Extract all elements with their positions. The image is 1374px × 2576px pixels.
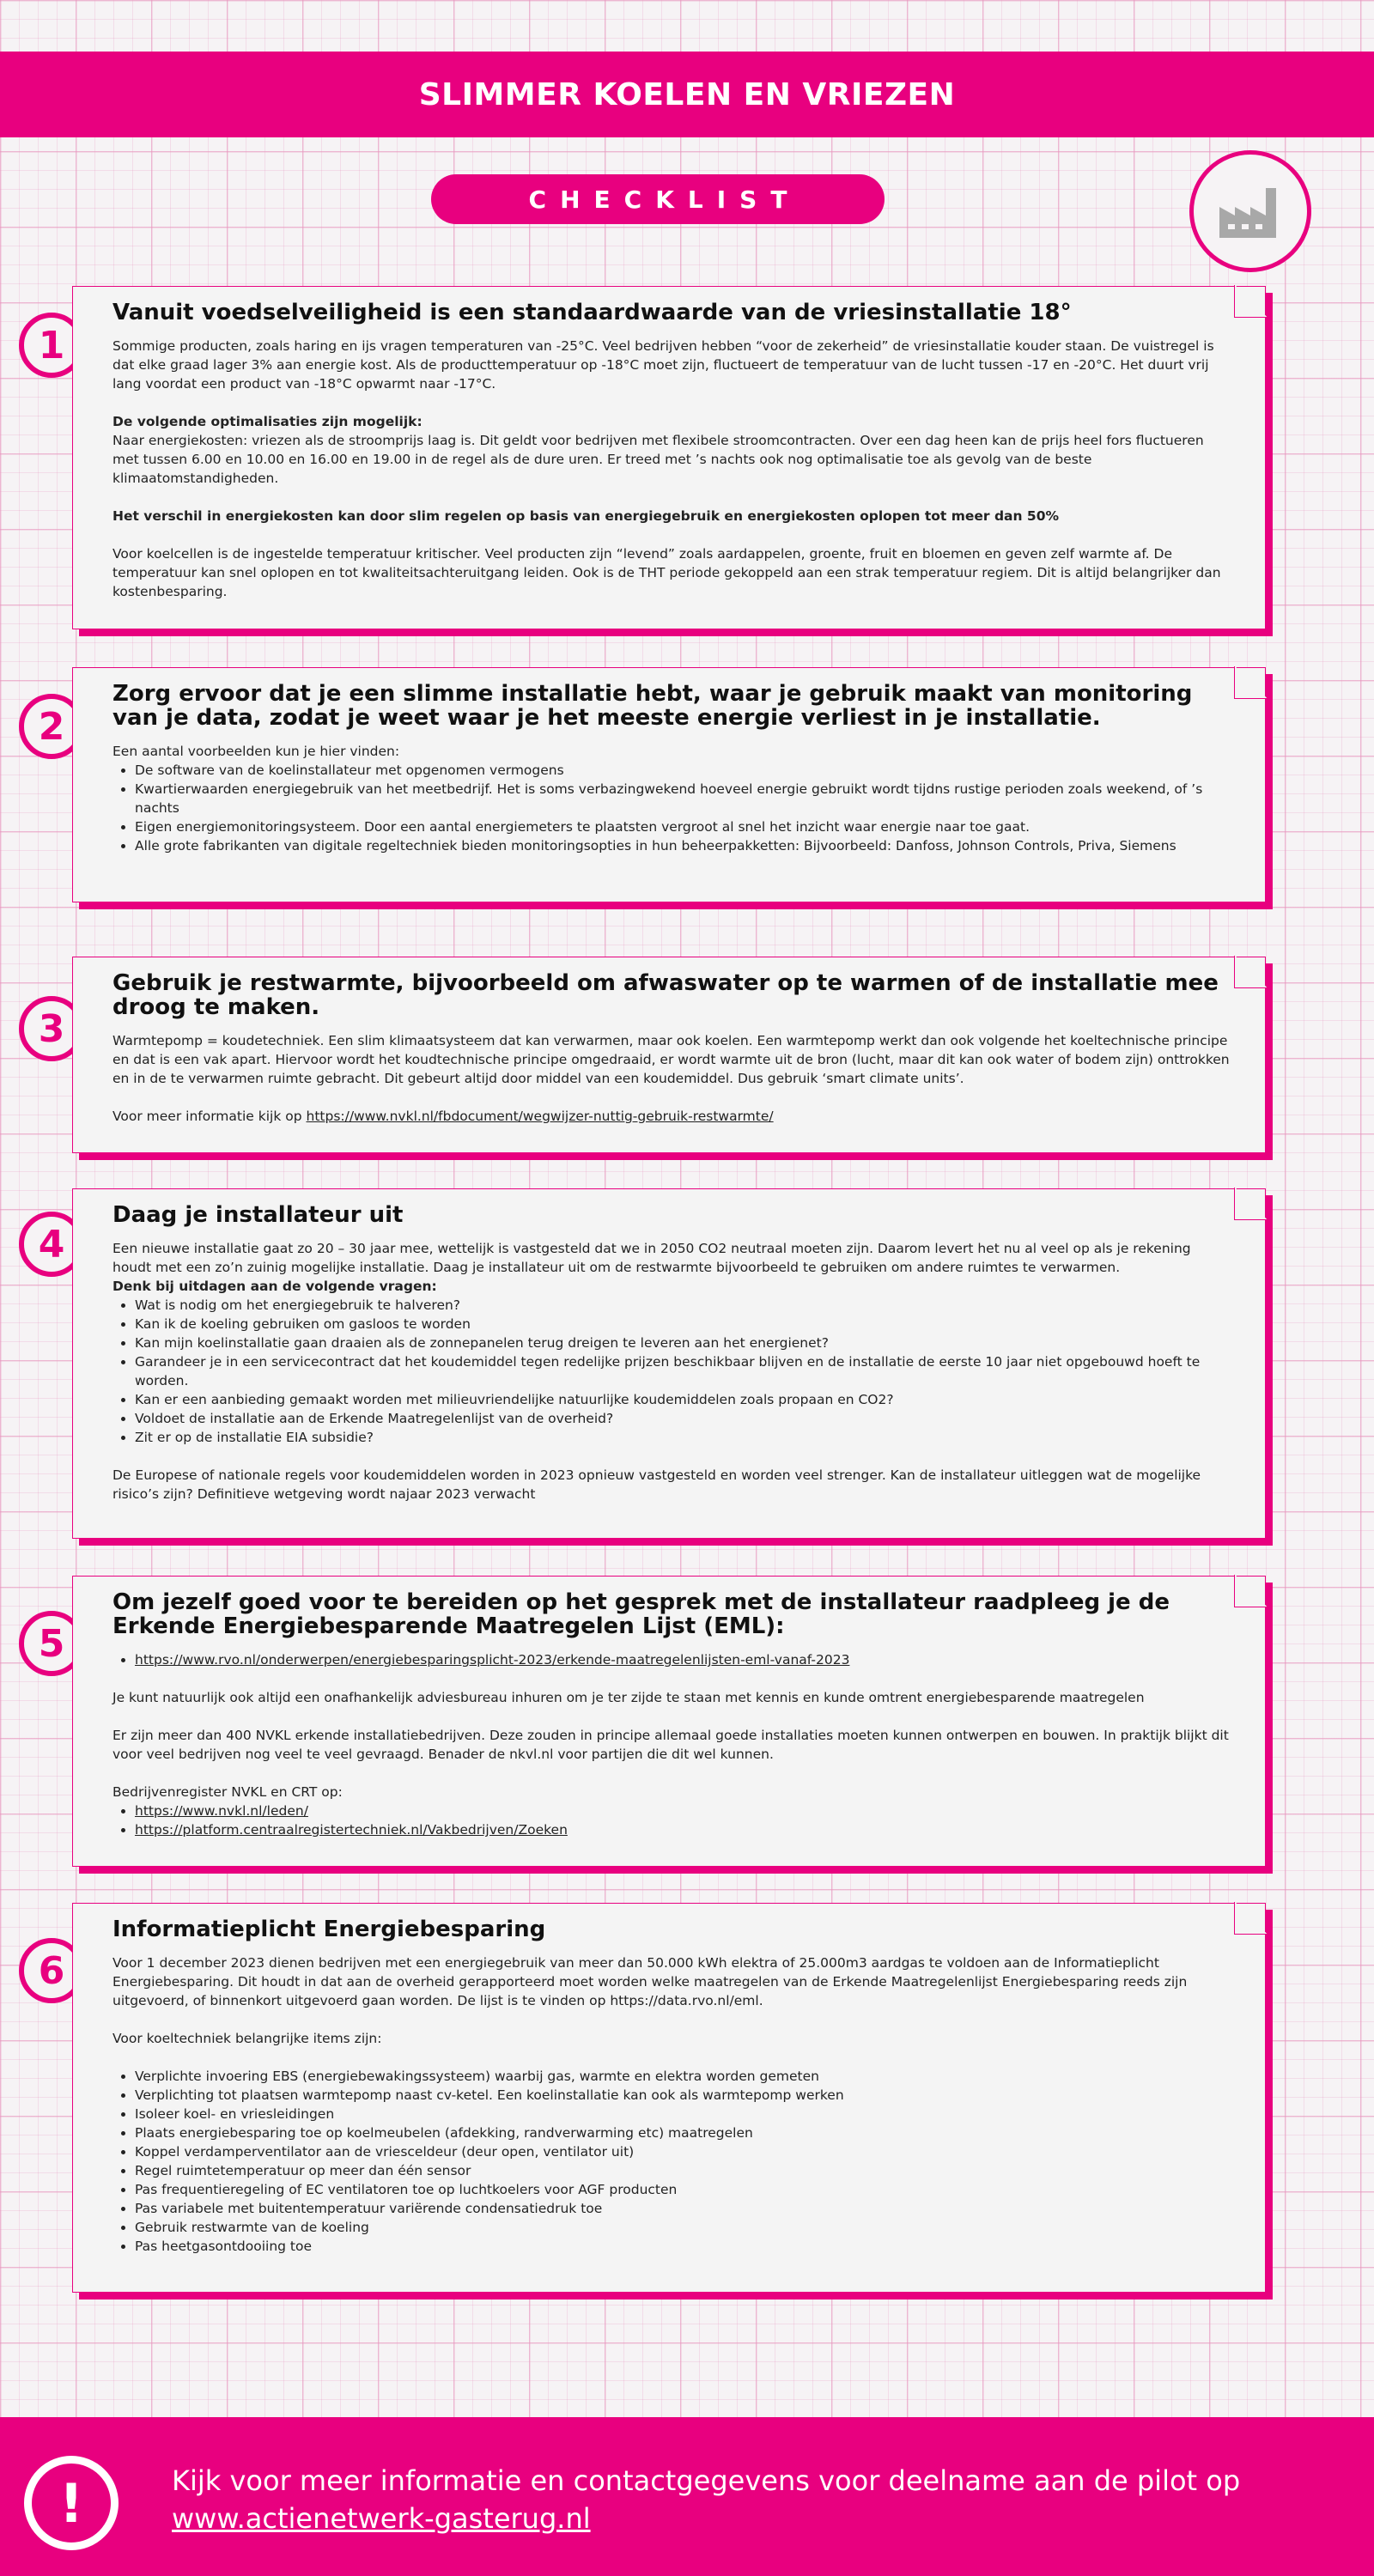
paragraph: Voor 1 december 2023 dienen bedrijven met een energiegebruik van meer dan 50.000 kWh elektra of 25.000m3 aardgas te voldoen aan de Informatieplicht Energiebesparing. Dit houdt in dat aan de overheid gerapporteerd moet worden welke maatregelen van de Erkende Maatregelenlijst Energiebesparing reeds zijn uitgevoerd, of binnenkort uitgevoerd gaan worden. De lijst is te vinden op https://data.rvo.nl/eml.	[112, 1955, 1188, 2008]
section-card-3	[72, 957, 1266, 1153]
page-fold	[1234, 1902, 1267, 1935]
list-item: • Regel ruimtetemperatuur op meer dan één sensor	[135, 2161, 1232, 2180]
checklist-badge: CHECKLIST	[431, 174, 885, 224]
page-title: SLIMMER KOELEN EN VRIEZEN	[418, 76, 956, 112]
step-number-1: 1	[19, 313, 84, 378]
footer-text-block	[172, 2462, 1340, 2537]
paragraph: Naar energiekosten: vriezen als de stroomprijs laag is. Dit geldt voor bedrijven met flexibele stroomcontracten. Over een dag heen kan de prijs heel fors fluctueren met tussen 6.00 en 10.00 en 16.00 en 19.00 in de regel als de dure uren. Er treed met ’s nachts ook nog optimalisatie toe als gevolg van de beste klimaatomstandigheden.	[112, 433, 1204, 486]
list-item: • De software van de koelinstallateur met opgenomen vermogens	[135, 761, 1232, 780]
list-item: • Kwartierwaarden energiegebruik van het meetbedrijf. Het is soms verbazingwekend hoeveel energie gebruikt wordt tijdns rustige perioden zoals weekend, of ’s nachts	[135, 780, 1232, 817]
link-prefix: Voor meer informatie kijk op	[112, 1109, 307, 1124]
page-fold	[1234, 666, 1267, 699]
list-item: • Plaats energiebesparing toe op koelmeubelen (afdekking, randverwarming etc) maatregelen	[135, 2123, 1232, 2142]
paragraph: Voor koeltechniek belangrijke items zijn:	[112, 2031, 382, 2046]
section-card-4	[72, 1188, 1266, 1539]
list-item: • Koppel verdamperventilator aan de vriesceldeur (deur open, ventilator uit)	[135, 2142, 1232, 2161]
list-item: • Garandeer je in een servicecontract dat het koudemiddel tegen redelijke prijzen beschikbaar blijven en de installatie de eerste 10 jaar niet opgebouwd hoeft te worden.	[135, 1352, 1232, 1390]
list-item: • Alle grote fabrikanten van digitale regeltechniek bieden monitoringsopties in hun beheerpakketten: Bijvoorbeeld: Danfoss, Johnson Controls, Priva, Siemens	[135, 836, 1232, 855]
step-number-5: 5	[19, 1611, 84, 1676]
paragraph: De Europese of nationale regels voor koudemiddelen worden in 2023 opnieuw vastgesteld en worden veel strenger. Kan de installateur uitleggen wat de mogelijke risico’s zijn? Definitieve wetgeving wordt najaar 2023 verwacht	[112, 1467, 1201, 1502]
nvkl-leden-link[interactable]: https://www.nvkl.nl/leden/	[135, 1803, 308, 1819]
paragraph: Warmtepomp = koudetechniek. Een slim klimaatsysteem dat kan verwarmen, maar ook koelen. Een warmtepomp werkt dan ook volgende het koeltechnische principe en dat is een vak apart. Hiervoor wordt het koudtechnische principe omgedraaid, er wordt warmte uit de bron (lucht, maar dit kan ook water of bodem zijn) onttrokken en in de te verwarmen ruimte gebracht. Dit gebeurt altijd door middel van een koudemiddel. Dus gebruik ‘smart climate units’.	[112, 1033, 1230, 1086]
restwarmte-link[interactable]: https://www.nvkl.nl/fbdocument/wegwijzer-nuttig-gebruik-restwarmte/	[306, 1109, 774, 1124]
crt-register-link[interactable]: https://platform.centraalregistertechniek.nl/Vakbedrijven/Zoeken	[135, 1822, 568, 1838]
page-fold	[1234, 1575, 1267, 1607]
list-item: • Gebruik restwarmte van de koeling	[135, 2218, 1232, 2237]
section-title: Daag je installateur uit	[112, 1202, 404, 1228]
list-item: • Voldoet de installatie aan de Erkende Maatregelenlijst van de overheid?	[135, 1409, 1232, 1428]
page-fold	[1234, 285, 1267, 318]
subheading: Denk bij uitdagen aan de volgende vragen:	[112, 1279, 437, 1294]
list-item: • Kan ik de koeling gebruiken om gasloos te worden	[135, 1315, 1232, 1334]
section-title: Informatieplicht Energiebesparing	[112, 1917, 546, 1942]
list-item: • Zit er op de installatie EIA subsidie?	[135, 1428, 1232, 1447]
section-card-2	[72, 667, 1266, 902]
factory-icon	[1189, 150, 1311, 272]
subheading: De volgende optimalisaties zijn mogelijk:	[112, 414, 423, 429]
section-title: Gebruik je restwarmte, bijvoorbeeld om afwaswater op te warmen of de installatie mee droog te maken.	[112, 970, 1219, 1020]
paragraph: Je kunt natuurlijk ook altijd een onafhankelijk adviesbureau inhuren om je ter zijde te staan met kennis en kunde omtrent energiebesparende maatregelen	[112, 1690, 1145, 1705]
list-item: • Verplichte invoering EBS (energiebewakingssysteem) waarbij gas, warmte en elektra worden gemeten	[135, 2067, 1232, 2086]
header-bar	[0, 52, 1374, 137]
highlight-paragraph: Het verschil in energiekosten kan door slim regelen op basis van energiegebruik en energiekosten oplopen tot meer dan 50%	[112, 508, 1060, 524]
step-number-4: 4	[19, 1212, 84, 1277]
paragraph: Een nieuwe installatie gaat zo 20 – 30 jaar mee, wettelijk is vastgesteld dat we in 2050 CO2 neutraal moeten zijn. Daarom levert het nu al veel op als je rekening houdt met een zo’n zuinig mogelijke installatie. Daag je installateur uit om de restwarmte bijvoorbeeld te gebruiken om andere ruimtes te verwarmen.	[112, 1241, 1191, 1275]
page-fold	[1234, 1188, 1267, 1220]
footer-link[interactable]: www.actienetwerk-gasterug.nl	[172, 2502, 591, 2535]
footer-bar	[0, 2417, 1374, 2576]
section-card-1	[72, 286, 1266, 629]
list-item: • Wat is nodig om het energiegebruik te halveren?	[135, 1296, 1232, 1315]
list-item: • Kan er een aanbieding gemaakt worden met milieuvriendelijke natuurlijke koudemiddelen zoals propaan en CO2?	[135, 1390, 1232, 1409]
paragraph: Bedrijvenregister NVKL en CRT op:	[112, 1784, 343, 1800]
step-number-2: 2	[19, 694, 84, 759]
section-title: Vanuit voedselveiligheid is een standaardwaarde van de vriesinstallatie 18°	[112, 300, 1072, 325]
list-item: • Isoleer koel- en vriesleidingen	[135, 2105, 1232, 2123]
step-number-3: 3	[19, 996, 84, 1061]
paragraph: Voor koelcellen is de ingestelde temperatuur kritischer. Veel producten zijn “levend” zoals aardappelen, groente, fruit en bloemen en geven zelf warmte af. De temperatuur kan snel oplopen en tot kwaliteitsachteruitgang leiden. Ook is de THT periode gekoppeld aan een strak temperatuur regiem. Dit is altijd belangrijker dan kostenbesparing.	[112, 546, 1221, 599]
footer-text: Kijk voor meer informatie en contactgegevens voor deelname aan de pilot op	[172, 2464, 1241, 2497]
paragraph: Sommige producten, zoals haring en ijs vragen temperaturen van -25°C. Veel bedrijven hebben “voor de zekerheid” de vriesinstallatie kouder staan. De vuistregel is dat elke graad lager 3% aan energie kost. Als de producttemperatuur op -18°C moet zijn, fluctueert de temperatuur van de lucht tussen -17 en -20°C. Het duurt vrij lang voordat een product van -18°C opwarmt naar -17°C.	[112, 338, 1214, 392]
section-title: Om jezelf goed voor te bereiden op het gesprek met de installateur raadpleeg je de Erkende Energiebesparende Maatregelen Lijst (EML):	[112, 1589, 1170, 1639]
section-title: Zorg ervoor dat je een slimme installatie hebt, waar je gebruik maakt van monitoring van je data, zodat je weet waar je het meeste energie verliest in je installatie.	[112, 681, 1193, 731]
list-item: • Kan mijn koelinstallatie gaan draaien als de zonnepanelen terug dreigen te leveren aan het energienet?	[135, 1334, 1232, 1352]
list-item: • Pas frequentieregeling of EC ventilatoren toe op luchtkoelers voor AGF producten	[135, 2180, 1232, 2199]
exclamation-icon: !	[24, 2456, 119, 2550]
paragraph: Er zijn meer dan 400 NVKL erkende installatiebedrijven. Deze zouden in principe allemaal goede installaties moeten kunnen ontwerpen en bouwen. In praktijk blijkt dit voor veel bedrijven nog veel te veel gevraagd. Benader de nkvl.nl voor partijen die dit wel kunnen.	[112, 1728, 1229, 1762]
section-card-5	[72, 1576, 1266, 1867]
paragraph: Een aantal voorbeelden kun je hier vinden:	[112, 744, 400, 759]
list-item: • Pas variabele met buitentemperatuur variërende condensatiedruk toe	[135, 2199, 1232, 2218]
list-item: • Pas heetgasontdooiing toe	[135, 2237, 1232, 2256]
list-item: • Eigen energiemonitoringsysteem. Door een aantal energiemeters te plaatsten vergroot al snel het inzicht waar energie naar toe gaat.	[135, 817, 1232, 836]
page-fold	[1234, 956, 1267, 988]
list-item: • Verplichting tot plaatsen warmtepomp naast cv-ketel. Een koelinstallatie kan ook als warmtepomp werken	[135, 2086, 1232, 2105]
step-number-6: 6	[19, 1938, 84, 2003]
section-card-6	[72, 1903, 1266, 2293]
eml-link[interactable]: https://www.rvo.nl/onderwerpen/energiebesparingsplicht-2023/erkende-maatregelenlijsten-eml-vanaf-2023	[135, 1652, 850, 1668]
